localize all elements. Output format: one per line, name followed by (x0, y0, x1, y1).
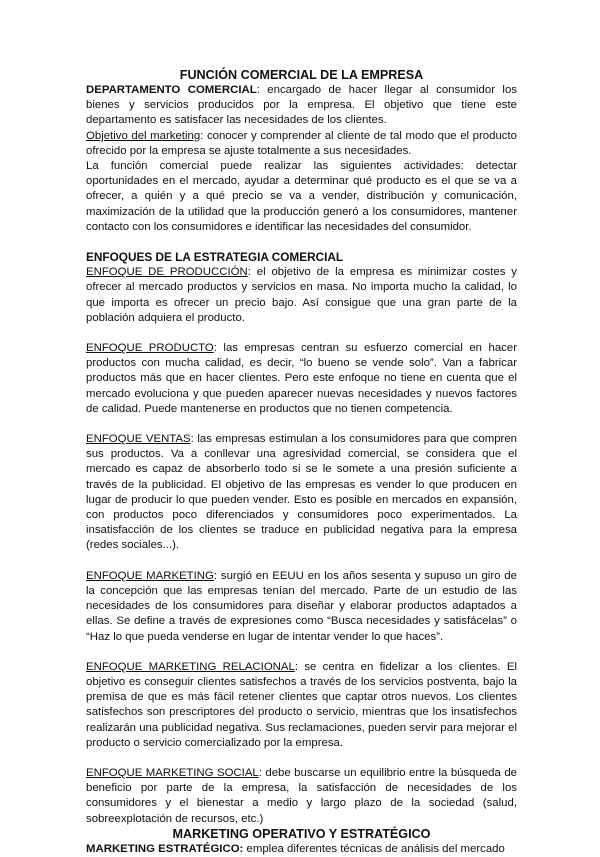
paragraph-enfoque-producto (86, 341, 517, 417)
enfoque-ventas-text: : las empresas estimulan a los consumidores para que compren sus productos. Va a conllevar una agresividad comercial, se considera que el mercado es capaz de absorberlo todo si se le somete a una presión suficiente a través de la publicidad. El objetivo de las empresas es vender lo que producen en lugar de producir lo que pueden vender. Esto es posible en mercados en expansión, con productos poco diferenciados y consumidores poco experimentados. La insatisfacción de los clientes se traduce en publicidad negativa para la empresa (redes sociales...). (86, 433, 517, 552)
document-title: FUNCIÓN COMERCIAL DE LA EMPRESA (179, 68, 424, 82)
paragraph-enfoque-ventas (86, 432, 517, 554)
departamento-text: : encargado de hacer llegar al consumidor los bienes y servicios producidos por la empresa. El objetivo que tiene este departamento es satisfacer las necesidades de los clientes. (86, 84, 517, 127)
paragraph-enfoque-marketing (86, 569, 517, 645)
enfoque-relacional-text: : se centra en fidelizar a los clientes. El objetivo es conseguir clientes satisfechos a través de los servicios postventa, bajo la premisa de que es más fácil retener clientes que captar otros nuevos. Los clientes satisfechos son prescriptores del producto o servicio, mientras que los insatisfechos realizarán una publicidad negativa. Sus reclamaciones, pueden servir para mejorar el producto o servicio comercializado por la empresa. (86, 660, 517, 749)
departamento-label: DEPARTAMENTO COMERCIAL (86, 84, 257, 96)
spacer (86, 554, 517, 569)
paragraph-enfoque-social (86, 766, 517, 827)
estrategico-text: emplea diferentes técnicas de análisis del mercado (243, 842, 505, 855)
enfoque-marketing-label: ENFOQUE MARKETING (86, 569, 214, 582)
enfoque-producto-label: ENFOQUE PRODUCTO (86, 342, 214, 355)
objetivo-text: : conocer y comprender al cliente de tal modo que el producto ofrecido por la empresa se ajuste totalmente a sus necesidades. (86, 129, 517, 157)
spacer (86, 645, 517, 660)
paragraph-enfoque-relacional (86, 660, 517, 751)
paragraph-enfoque-produccion (86, 265, 517, 326)
enfoque-produccion-text: : el objetivo de la empresa es minimizar costes y ofrecer al mercado productos y servicios en masa. No importa mucho la calidad, lo que importa es ofrecer un precio bajo. Así consigue que una gran parte de la población adquiera el producto. (86, 266, 517, 324)
spacer (86, 417, 517, 432)
enfoque-produccion-label: ENFOQUE DE PRODUCCIÓN (86, 266, 248, 279)
paragraph-objetivo (86, 129, 517, 159)
objetivo-label: Objetivo del marketing (86, 129, 201, 142)
paragraph-estrategico (86, 842, 517, 857)
marketing-heading: MARKETING OPERATIVO Y ESTRATÉGICO (172, 826, 431, 841)
spacer (86, 235, 517, 250)
estrategico-label: MARKETING ESTRATÉGICO: (86, 842, 244, 855)
enfoque-social-text: : debe buscarse un equilibrio entre la búsqueda de beneficio por parte de la empresa, la satisfacción de necesidades de los consumidores y el bienestar a medio y largo plazo de la sociedad (salud, sobreexplotación de recursos, etc.) (86, 766, 517, 825)
enfoque-marketing-text: : surgió en EEUU en los años sesenta y supuso un giro de la concepción que las empresas tenían del mercado. Parte de un estudio de las necesidades de los consumidores para diseñar y elaborar productos adaptados a ellas. Se define a través de expresiones como “Busca necesidades y satisfácelas” o “Haz lo que pueda venderse en lugar de intentar vender lo que haces”. (86, 569, 517, 643)
enfoques-heading: ENFOQUES DE LA ESTRATEGIA COMERCIAL (86, 250, 344, 265)
spacer (86, 326, 517, 341)
paragraph-funcion: La función comercial puede realizar las siguientes actividades: detectar oportunidades en el mercado, ayudar a determinar qué producto es el que se va a ofrecer, a quién y a qué precio se va a vender, distribución y comunicación, maximización de la utilidad que la producción generó a los consumidores, mantener contacto con los consumidores e identificar las necesidades del consumidor. (86, 160, 517, 233)
enfoque-social-label: ENFOQUE MARKETING SOCIAL (86, 766, 259, 779)
enfoque-relacional-label: ENFOQUE MARKETING RELACIONAL (86, 660, 295, 673)
enfoque-producto-text: : las empresas centran su esfuerzo comercial en hacer productos con mucha calidad, es decir, “lo bueno se vende solo”. Van a fabricar productos más que en hacer clientes. Pero este enfoque no tiene en cuenta que el mercado evoluciona y que pueden aparecer nuevas necesidades y nuevos factores de calidad. Puede mantenerse en productos que no tienen competencia. (86, 342, 517, 415)
document-page (86, 68, 517, 857)
paragraph-departamento (86, 83, 517, 129)
spacer (86, 751, 517, 766)
enfoque-ventas-label: ENFOQUE VENTAS (86, 433, 191, 446)
